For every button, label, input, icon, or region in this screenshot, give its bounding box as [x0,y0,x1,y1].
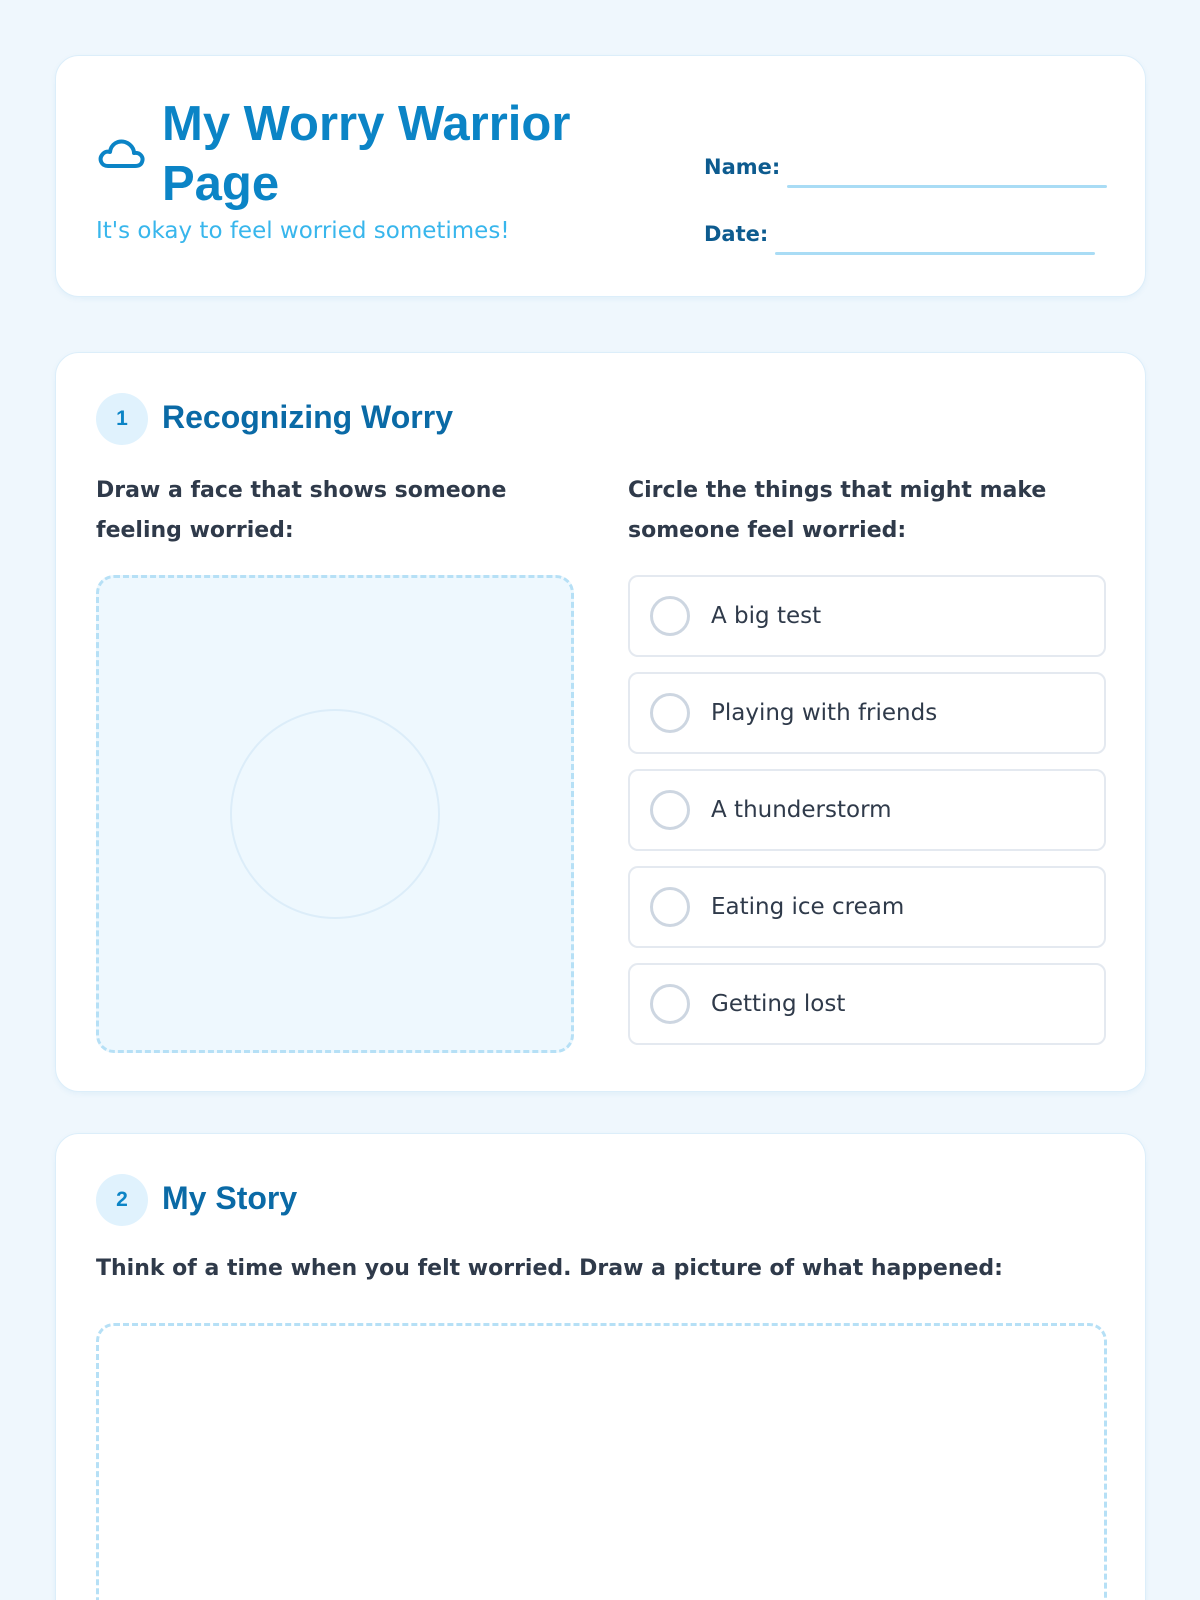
header-card [55,55,1146,297]
cloud-icon [96,132,148,176]
date-label: Date: [704,222,769,246]
option-label: Getting lost [711,991,846,1017]
section-number-badge: 2 [96,1174,148,1226]
option-item[interactable] [628,672,1106,754]
section-recognizing-worry [55,352,1146,1092]
section-number-badge: 1 [96,393,148,445]
date-field[interactable] [775,252,1095,255]
draw-face-prompt: Draw a face that shows someone feeling worried: [96,478,507,543]
page-title: My Worry Warrior Page [162,97,571,211]
radio-circle-icon[interactable] [650,984,690,1024]
option-label: Eating ice cream [711,894,905,920]
name-field[interactable] [787,185,1107,188]
page-subtitle: It's okay to feel worried sometimes! [96,218,510,244]
option-item[interactable] [628,866,1106,948]
story-prompt: Think of a time when you felt worried. Draw a picture of what happened: [96,1256,1003,1281]
option-label: Playing with friends [711,700,938,726]
radio-circle-icon[interactable] [650,693,690,733]
option-label: A thunderstorm [711,797,892,823]
option-item[interactable] [628,769,1106,851]
radio-circle-icon[interactable] [650,790,690,830]
section-my-story [55,1133,1146,1600]
section-title: Recognizing Worry [162,399,453,435]
option-item[interactable] [628,963,1106,1045]
radio-circle-icon[interactable] [650,596,690,636]
worry-options-list [628,575,1106,1060]
story-drawing-area[interactable] [96,1323,1107,1600]
radio-circle-icon[interactable] [650,887,690,927]
section-title: My Story [162,1180,298,1216]
face-outline-guide [230,709,440,919]
circle-things-prompt: Circle the things that might make someone feel worried: [628,478,1047,543]
option-label: A big test [711,603,822,629]
option-item[interactable] [628,575,1106,657]
face-drawing-area[interactable] [96,575,574,1053]
name-label: Name: [704,155,781,179]
